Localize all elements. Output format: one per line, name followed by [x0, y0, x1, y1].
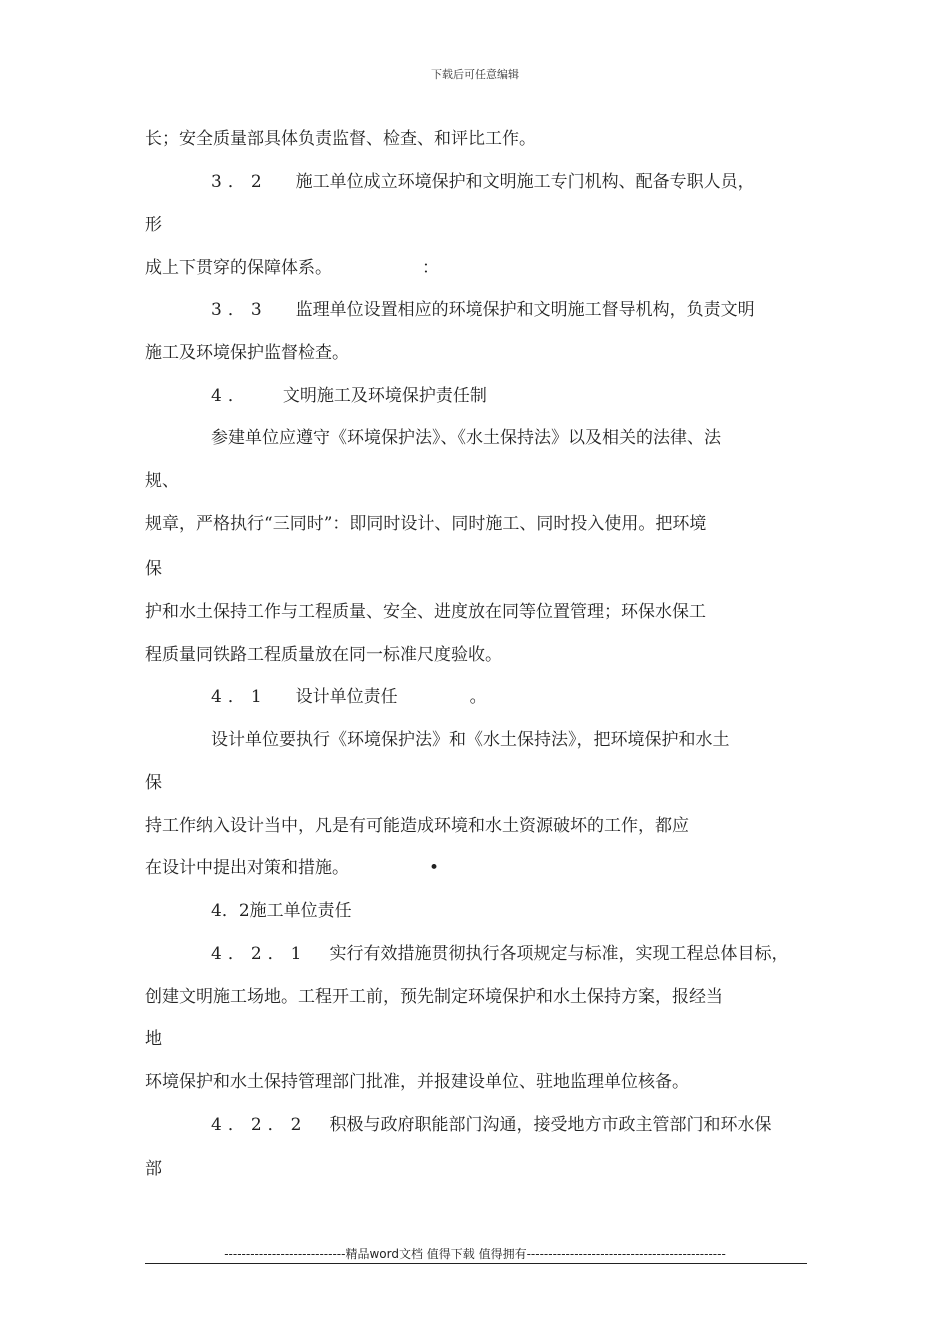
section-number: 3．3	[211, 300, 268, 320]
paragraph-line	[145, 342, 349, 364]
paragraph-line	[145, 986, 723, 1008]
paragraph-line	[211, 943, 788, 965]
heading-text: 文明施工及环境保护责任制	[282, 386, 487, 406]
page-footer: ----------------------------精品word文档 值得下载 值得拥有----------------------------------------------	[224, 1247, 726, 1261]
line-text: 长；安全质量部具体负责监督、检查、和评比工作。	[145, 129, 536, 149]
line-text: 施工及环境保护监督检查。	[145, 343, 349, 363]
line-text: 规章，严格执行“三同时”：即同时设计、同时施工、同时投入使用。把环境	[145, 514, 707, 534]
line-text: 持工作纳入设计当中，凡是有可能造成环境和水土资源破坏的工作，都应	[145, 816, 689, 836]
section-number: 4．2．1	[211, 944, 308, 964]
paragraph-line	[211, 427, 721, 449]
paragraph-line	[145, 1071, 689, 1093]
footer-divider	[145, 1263, 807, 1264]
stray-mark: ：	[422, 258, 439, 278]
section-number: 3．2	[211, 172, 268, 192]
page-header: 下载后可任意编辑	[431, 68, 519, 81]
line-text: 地	[145, 1029, 162, 1049]
paragraph-line	[145, 470, 179, 492]
line-text: 积极与政府职能部门沟通，接受地方市政主管部门和环水保	[329, 1115, 772, 1135]
line-text: 规、	[145, 471, 179, 491]
paragraph-line	[145, 1158, 162, 1180]
line-text: 保	[145, 773, 162, 793]
paragraph-line	[211, 171, 755, 193]
line-text: 环境保护和水土保持管理部门批准，并报建设单位、驻地监理单位核备。	[145, 1072, 689, 1092]
line-text: 部	[145, 1159, 162, 1179]
paragraph-line	[145, 214, 162, 236]
line-text: 护和水土保持工作与工程质量、安全、进度放在同等位置管理；环保水保工	[145, 602, 706, 622]
paragraph-line	[211, 1114, 771, 1136]
paragraph-line	[145, 857, 439, 879]
line-text: 参建单位应遵守《环境保护法》、《水土保持法》以及相关的法律、法	[211, 428, 721, 448]
line-text: 保	[145, 559, 162, 579]
stray-mark: 。	[469, 687, 487, 707]
paragraph-line	[145, 558, 162, 580]
paragraph-line	[145, 1028, 162, 1050]
paragraph-line	[145, 772, 162, 794]
section-heading	[211, 686, 487, 708]
section-number: 4．	[211, 386, 251, 406]
paragraph-line	[145, 601, 706, 623]
paragraph-line	[145, 644, 502, 666]
line-text: 成上下贯穿的保障体系。	[145, 258, 332, 278]
stray-mark: •	[429, 858, 440, 878]
line-text: 程质量同铁路工程质量放在同一标准尺度验收。	[145, 645, 502, 665]
paragraph-line	[145, 513, 706, 535]
section-heading	[211, 900, 352, 922]
section-number: 4．1	[211, 687, 268, 707]
heading-text: 4．2施工单位责任	[211, 901, 352, 921]
paragraph-line	[145, 128, 536, 150]
line-text: 形	[145, 215, 162, 235]
line-text: 设计单位要执行《环境保护法》和《水土保持法》，把环境保护和水土	[211, 730, 730, 750]
section-heading	[211, 385, 487, 407]
paragraph-line	[145, 257, 439, 279]
paragraph-line	[211, 299, 755, 321]
paragraph-line	[211, 729, 730, 751]
heading-text: 设计单位责任	[295, 687, 398, 707]
line-text: 施工单位成立环境保护和文明施工专门机构、配备专职人员，	[295, 172, 755, 192]
line-text: 创建文明施工场地。工程开工前，预先制定环境保护和水土保持方案，报经当	[145, 987, 723, 1007]
line-text: 在设计中提出对策和措施。	[145, 858, 349, 878]
line-text: 监理单位设置相应的环境保护和文明施工督导机构，负责文明	[295, 300, 755, 320]
paragraph-line	[145, 815, 689, 837]
section-number: 4．2．2	[211, 1115, 308, 1135]
line-text: 实行有效措施贯彻执行各项规定与标准，实现工程总体目标，	[329, 944, 789, 964]
